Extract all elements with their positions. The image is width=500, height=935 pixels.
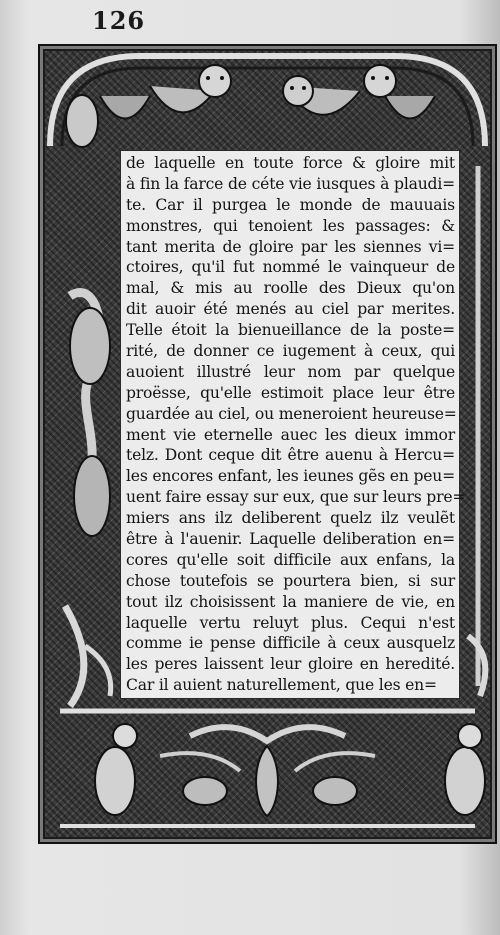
page-number: 126 [92, 6, 146, 35]
text-line: dit auoir été menés au ciel par merites. [126, 300, 455, 319]
text-line: à fin la farce de céte vie iusques à plaudi= [126, 174, 455, 193]
text-line: monstres, qui tenoient les passages: & [126, 216, 455, 235]
text-line: les encores enfant, les ieunes gẽs en peu= [126, 467, 455, 486]
text-line: tant merita de gloire par les siennes vi= [126, 237, 455, 256]
text-line: auoient illustré leur nom par quelque [126, 362, 455, 381]
text-line: Car il auient naturellement, que les en= [126, 676, 437, 695]
text-line: cores qu'elle soit difficile aux enfans, la [126, 550, 455, 569]
text-line: de laquelle en toute force & gloire mit [126, 154, 455, 172]
text-line: les peres laissent leur gloire en heredité. [126, 655, 455, 674]
text-line: laquelle vertu reluyt plus. Cequi n'est [126, 613, 455, 632]
text-line: chose toutefois se pourtera bien, si sur [126, 571, 455, 590]
text-line: guardée au ciel, ou meneroient heureuse= [126, 404, 457, 423]
text-line: uent faire essay sur eux, que sur leurs pre= [126, 488, 466, 507]
text-line: ment vie eternelle auec les dieux immor [126, 425, 455, 444]
text-line: ctoires, qu'il fut nommé le vainqueur de [126, 258, 455, 277]
text-block [120, 150, 466, 699]
text-line: comme ie pense difficile à ceux ausquelz [126, 634, 455, 653]
text-line: Telle étoit la bienueillance de la poste= [126, 321, 455, 340]
text-line: miers ans ilz deliberent quelz ilz veulẽt [126, 509, 455, 528]
text-line: rité, de donner ce iugement à ceux, qui [126, 342, 455, 361]
text-line: telz. Dont ceque dit être auenu à Hercu= [126, 446, 455, 465]
text-line: proësse, qu'elle estimoit place leur être [126, 383, 455, 402]
text-line: tout ilz choisissent la maniere de vie, en [126, 592, 455, 611]
text-line: être à l'auenir. Laquelle deliberation en= [126, 530, 455, 549]
text-line: te. Car il purgea le monde de mauuais [126, 195, 455, 214]
text-line: mal, & mis au roolle des Dieux qu'on [126, 279, 455, 298]
